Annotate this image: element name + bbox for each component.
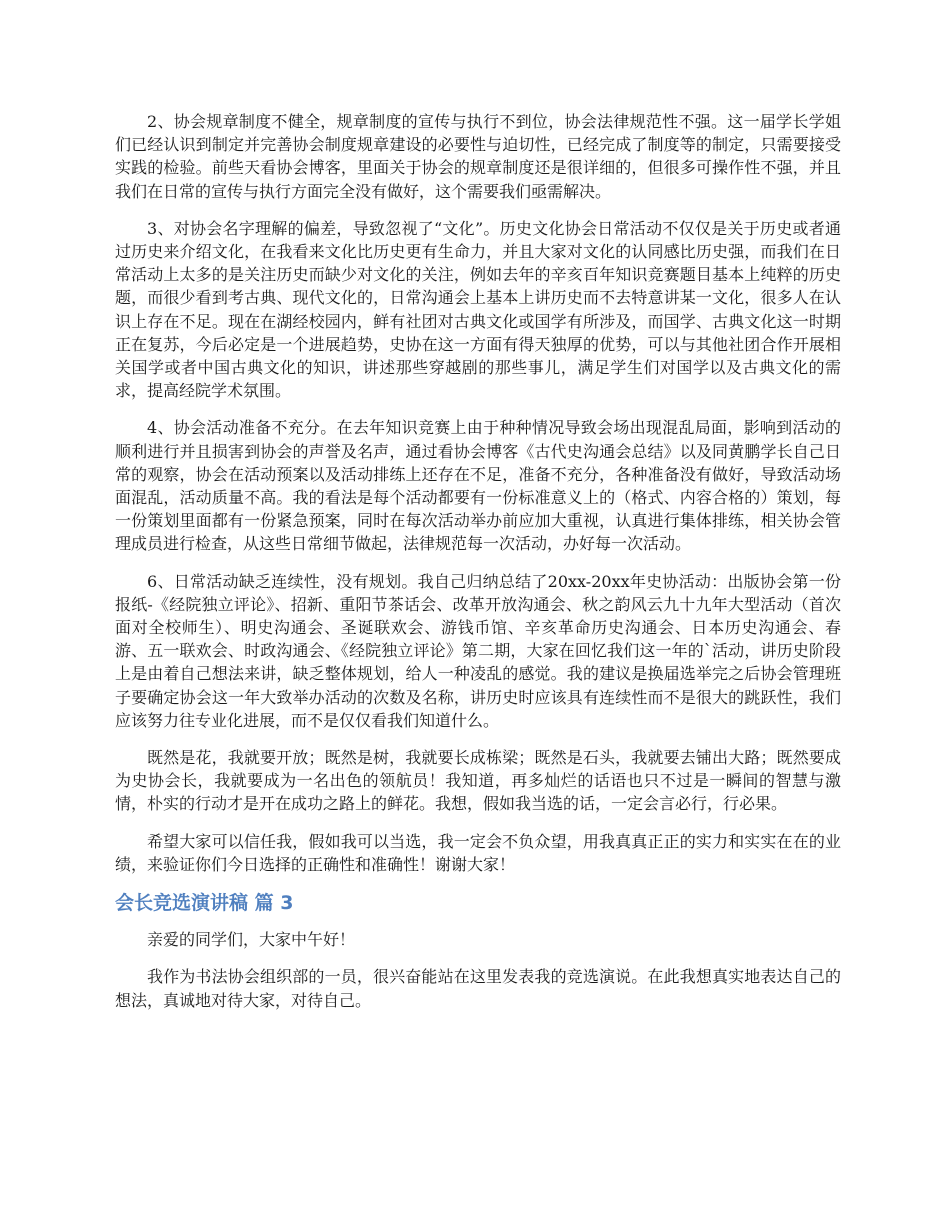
paragraph-6: 6、日常活动缺乏连续性，没有规划。我自己归纳总结了20xx-20xx年史协活动：出版协会第一份报纸-《经院独立评论》、招新、重阳节茶话会、改革开放沟通会、秋之韵风云九十九年大型活动（首次面对全校师生）、明史沟通会、圣诞联欢会、游钱币馆、辛亥革命历史沟通会、日本历史沟通会、春游、五一联欢会、时政沟通会、《经院独立评论》第二期，大家在回忆我们这一年的`活动，讲历史阶段上是由着自己想法来讲，缺乏整体规划，给人一种凌乱的感觉。我的建议是换届选举完之后协会管理班子要确定协会这一年大致举办活动的次数及名称，讲历史时应该具有连续性而不是很大的跳跃性，我们应该努力往专业化进展，而不是仅仅看我们知道什么。 — [115, 571, 841, 730]
intro-paragraph: 我作为书法协会组织部的一员，很兴奋能站在这里发表我的竞选演说。在此我想真实地表达自己的想法，真诚地对待大家，对待自己。 — [115, 967, 841, 1010]
paragraph-closing-2: 希望大家可以信任我，假如我可以当选，我一定会不负众望，用我真真正正的实力和实实在在的业绩，来验证你们今日选择的正确性和准确性！谢谢大家！ — [115, 831, 841, 874]
document-body — [115, 110, 841, 1026]
paragraph-3: 3、对协会名字理解的偏差，导致忽视了“文化”。历史文化协会日常活动不仅仅是关于历史或者通过历史来介绍文化，在我看来文化比历史更有生命力，并且大家对文化的认同感比历史强，而我们在日常活动上太多的是关注历史而缺少对文化的关注，例如去年的辛亥百年知识竞赛题目基本上纯粹的历史题，而很少看到考古典、现代文化的，日常沟通会上基本上讲历史而不去特意讲某一文化，很多人在认识上存在不足。现在在湖经校园内，鲜有社团对古典文化或国学有所涉及，而国学、古典文化这一时期正在复苏，今后必定是一个进展趋势，史协在这一方面有得天独厚的优势，可以与其他社团合作开展相关国学或者中国古典文化的知识，讲述那些穿越剧的那些事儿，满足学生们对国学以及古典文化的需求，提高经院学术氛围。 — [115, 218, 841, 401]
greeting-paragraph: 亲爱的同学们，大家中午好！ — [147, 930, 356, 950]
paragraph-2: 2、协会规章制度不健全，规章制度的宣传与执行不到位，协会法律规范性不强。这一届学长学姐们已经认识到制定并完善协会制度规章建设的必要性与迫切性，已经完成了制度等的制定，只需要接受实践的检验。前些天看协会博客，里面关于协会的规章制度还是很详细的，但很多可操作性不强，并且我们在日常的宣传与执行方面完全没有做好，这个需要我们亟需解决。 — [115, 112, 841, 201]
section-heading: 会长竞选演讲稿 篇 3 — [115, 892, 294, 915]
paragraph-4: 4、协会活动准备不充分。在去年知识竞赛上由于种种情况导致会场出现混乱局面，影响到活动的顺利进行并且损害到协会的声誉及名声，通过看协会博客《古代史沟通会总结》以及同黄鹏学长自己日常的观察，协会在活动预案以及活动排练上还存在不足，准备不充分，各种准备没有做好，导致活动场面混乱，活动质量不高。我的看法是每个活动都要有一份标准意义上的（格式、内容合格的）策划，每一份策划里面都有一份紧急预案，同时在每次活动举办前应加大重视，认真进行集体排练，相关协会管理成员进行检查，从这些日常细节做起，法律规范每一次活动，办好每一次活动。 — [115, 418, 841, 554]
paragraph-closing-1: 既然是花，我就要开放；既然是树，我就要长成栋梁；既然是石头，我就要去铺出大路；既然要成为史协会长，我就要成为一名出色的领航员！我知道，再多灿烂的话语也只不过是一瞬间的智慧与激情，朴实的行动才是开在成功之路上的鲜花。我想，假如我当选的话，一定会言必行，行必果。 — [115, 748, 841, 814]
